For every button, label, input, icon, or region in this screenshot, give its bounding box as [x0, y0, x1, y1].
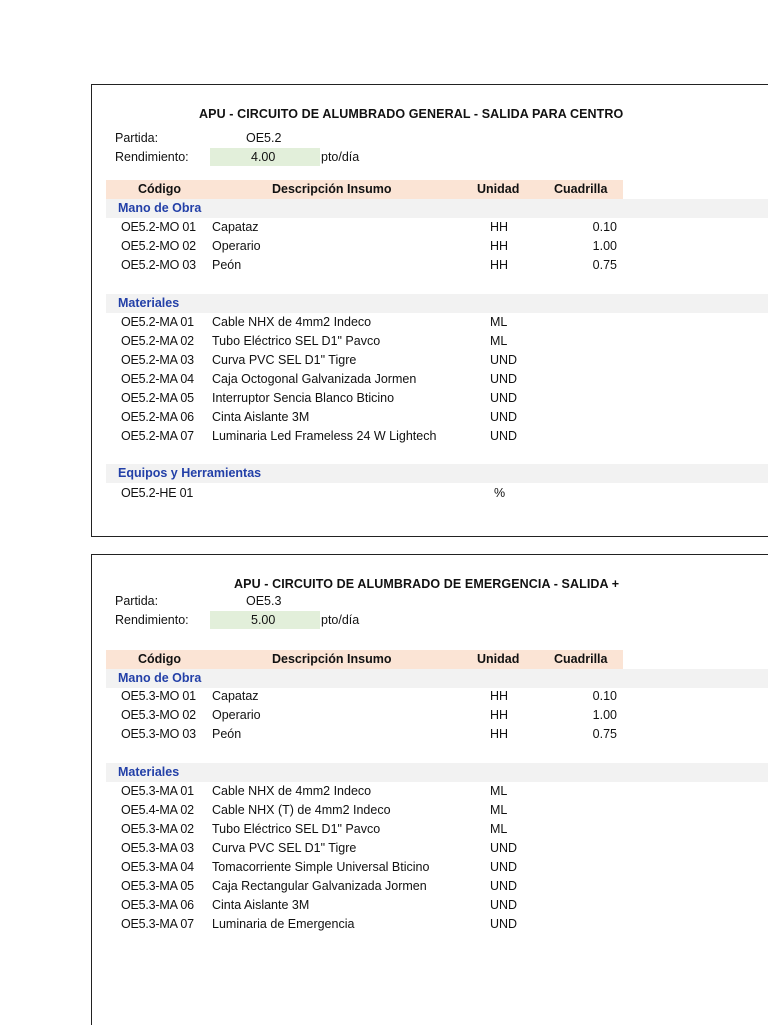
table-row: [92, 353, 768, 372]
row-unit: UND: [490, 898, 518, 912]
row-unit: HH: [490, 239, 509, 253]
row-cuadrilla: 0.10: [592, 220, 617, 234]
row-unit: ML: [490, 822, 508, 836]
table-row: [92, 841, 768, 860]
table-row: [92, 727, 768, 746]
row-desc: Curva PVC SEL D1" Tigre: [212, 353, 357, 367]
row-desc: Tomacorriente Simple Universal Bticino: [212, 860, 430, 874]
partida-label: Partida:: [115, 594, 159, 608]
row-unit: UND: [490, 860, 518, 874]
row-cuadrilla: 1.00: [592, 708, 617, 722]
row-code: OE5.3-MA 05: [121, 879, 194, 893]
row-code: OE5.3-MO 01: [121, 689, 196, 703]
section-label: Materiales: [118, 765, 180, 779]
row-desc: Luminaria Led Frameless 24 W Lightech: [212, 429, 437, 443]
row-cuadrilla: 0.75: [592, 258, 617, 272]
table-header: [106, 650, 623, 669]
row-unit: ML: [490, 315, 508, 329]
row-code: OE5.2-MO 03: [121, 258, 196, 272]
table-row: [92, 239, 768, 258]
row-unit: UND: [490, 391, 518, 405]
table-row: [92, 391, 768, 410]
section-label: Mano de Obra: [118, 671, 202, 685]
row-desc: Capataz: [212, 220, 259, 234]
section-equipos: [106, 464, 768, 483]
table-row: [92, 372, 768, 391]
table-row: [92, 898, 768, 917]
section-label: Mano de Obra: [118, 201, 202, 215]
table-row: [92, 689, 768, 708]
row-cuadrilla: 0.10: [592, 689, 617, 703]
row-cuadrilla: 0.75: [592, 727, 617, 741]
row-desc: Peón: [212, 727, 242, 741]
row-desc: Caja Rectangular Galvanizada Jormen: [212, 879, 427, 893]
apu-sheet-oe5-3: [91, 554, 768, 1025]
row-desc: Peón: [212, 258, 242, 272]
row-desc: Operario: [212, 708, 261, 722]
row-code: OE5.2-MA 02: [121, 334, 194, 348]
row-code: OE5.4-MA 02: [121, 803, 194, 817]
row-code: OE5.2-MA 06: [121, 410, 194, 424]
row-unit: UND: [490, 410, 518, 424]
header-codigo: Código: [138, 182, 182, 196]
header-descripcion: Descripción Insumo: [272, 182, 392, 196]
table-row: [92, 708, 768, 727]
row-desc: Cinta Aislante 3M: [212, 898, 310, 912]
row-desc: Luminaria de Emergencia: [212, 917, 355, 931]
table-row: [92, 486, 768, 505]
row-desc: Curva PVC SEL D1" Tigre: [212, 841, 357, 855]
header-cuadrilla: Cuadrilla: [554, 652, 608, 666]
row-code: OE5.3-MA 07: [121, 917, 194, 931]
row-code: OE5.2-MO 02: [121, 239, 196, 253]
header-cuadrilla: Cuadrilla: [554, 182, 608, 196]
row-code: OE5.3-MO 02: [121, 708, 196, 722]
row-unit: %: [494, 486, 506, 500]
row-code: OE5.2-MA 03: [121, 353, 194, 367]
row-unit: UND: [490, 917, 518, 931]
row-unit: ML: [490, 803, 508, 817]
apu-sheet-oe5-2: [91, 84, 768, 537]
row-desc: Cable NHX de 4mm2 Indeco: [212, 784, 372, 798]
row-unit: HH: [490, 258, 509, 272]
table-row: [92, 220, 768, 239]
row-unit: UND: [490, 841, 518, 855]
row-unit: ML: [490, 784, 508, 798]
table-row: [92, 784, 768, 803]
header-unidad: Unidad: [477, 652, 520, 666]
apu-title: APU - CIRCUITO DE ALUMBRADO GENERAL - SALIDA PARA CENTRO: [199, 107, 623, 121]
partida-label: Partida:: [115, 131, 159, 145]
row-code: OE5.3-MA 01: [121, 784, 194, 798]
section-label: Equipos y Herramientas: [118, 466, 262, 480]
row-code: OE5.3-MA 06: [121, 898, 194, 912]
row-code: OE5.3-MA 02: [121, 822, 194, 836]
table-row: [92, 860, 768, 879]
section-materiales: [106, 294, 768, 313]
row-code: OE5.2-HE 01: [121, 486, 194, 500]
row-desc: Tubo Eléctrico SEL D1" Pavco: [212, 822, 381, 836]
table-row: [92, 917, 768, 936]
row-desc: Tubo Eléctrico SEL D1" Pavco: [212, 334, 381, 348]
row-code: OE5.3-MO 03: [121, 727, 196, 741]
row-unit: HH: [490, 689, 509, 703]
row-desc: Cinta Aislante 3M: [212, 410, 310, 424]
row-unit: HH: [490, 708, 509, 722]
table-row: [92, 429, 768, 448]
table-row: [92, 334, 768, 353]
partida-value: OE5.2: [246, 131, 282, 145]
section-materiales: [106, 763, 768, 782]
header-descripcion: Descripción Insumo: [272, 652, 392, 666]
row-desc: Cable NHX de 4mm2 Indeco: [212, 315, 372, 329]
row-code: OE5.3-MA 04: [121, 860, 194, 874]
row-code: OE5.2-MA 04: [121, 372, 194, 386]
row-unit: UND: [490, 372, 518, 386]
row-code: OE5.2-MA 07: [121, 429, 194, 443]
header-unidad: Unidad: [477, 182, 520, 196]
table-header: [106, 180, 623, 199]
row-unit: UND: [490, 353, 518, 367]
row-desc: Cable NHX (T) de 4mm2 Indeco: [212, 803, 391, 817]
row-unit: ML: [490, 334, 508, 348]
rendimiento-unit: pto/día: [321, 150, 360, 164]
rendimiento-unit: pto/día: [321, 613, 360, 627]
rendimiento-label: Rendimiento:: [115, 613, 189, 627]
rendimiento-value: 5.00: [251, 613, 276, 627]
row-cuadrilla: 1.00: [592, 239, 617, 253]
row-code: OE5.2-MO 01: [121, 220, 196, 234]
row-unit: HH: [490, 727, 509, 741]
table-row: [92, 258, 768, 277]
table-row: [92, 315, 768, 334]
header-codigo: Código: [138, 652, 182, 666]
table-row: [92, 803, 768, 822]
table-row: [92, 879, 768, 898]
row-unit: UND: [490, 429, 518, 443]
row-desc: Caja Octogonal Galvanizada Jormen: [212, 372, 417, 386]
row-desc: Interruptor Sencia Blanco Bticino: [212, 391, 395, 405]
row-desc: Operario: [212, 239, 261, 253]
apu-title: APU - CIRCUITO DE ALUMBRADO DE EMERGENCIA - SALIDA +: [234, 577, 620, 591]
row-code: OE5.2-MA 05: [121, 391, 194, 405]
table-row: [92, 410, 768, 429]
row-unit: UND: [490, 879, 518, 893]
rendimiento-value: 4.00: [251, 150, 276, 164]
row-desc: Capataz: [212, 689, 259, 703]
section-label: Materiales: [118, 296, 180, 310]
table-row: [92, 822, 768, 841]
rendimiento-label: Rendimiento:: [115, 150, 189, 164]
section-mano-de-obra: [106, 199, 768, 218]
row-code: OE5.2-MA 01: [121, 315, 194, 329]
row-code: OE5.3-MA 03: [121, 841, 194, 855]
row-unit: HH: [490, 220, 509, 234]
partida-value: OE5.3: [246, 594, 282, 608]
section-mano-de-obra: [106, 669, 768, 688]
